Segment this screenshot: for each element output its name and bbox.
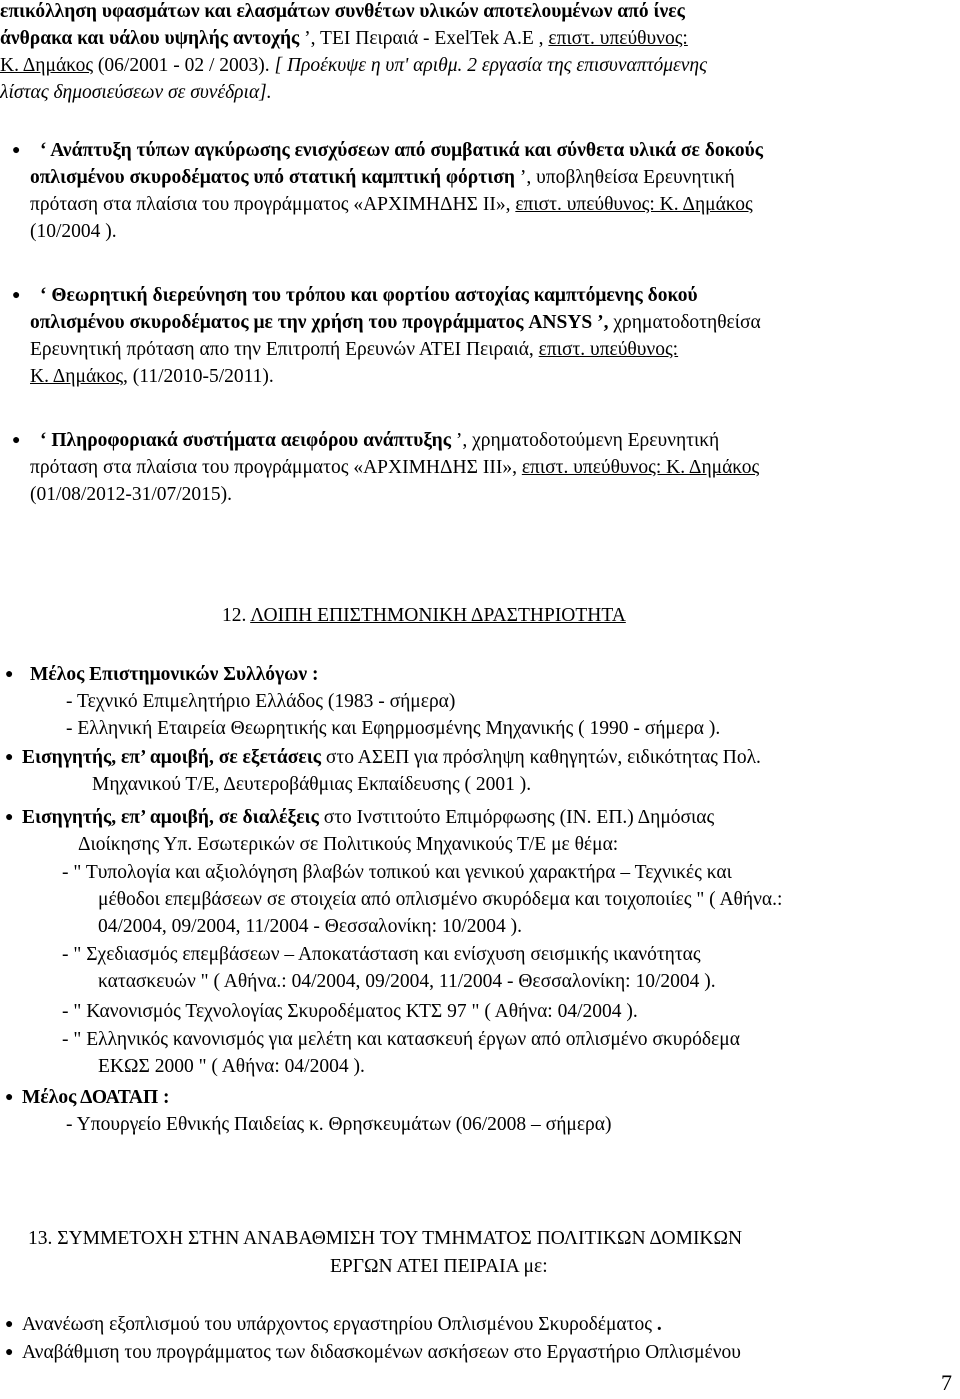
bullet-icon: ● [12, 433, 21, 448]
project-1-line-1 [40, 139, 763, 163]
topic-1-line-3: 04/2004, 09/2004, 11/2004 - Θεσσαλονίκη: 10/2004 ). [98, 916, 523, 937]
topic-2-line-2: κατασκευών " ( Αθήνα.: 04/2004, 09/2004, 11/2004 - Θεσσαλονίκη: 10/2004 ). [98, 971, 716, 992]
project-1-title-a: Ανάπτυξη τύπων αγκύρωσης ενισχύσεων από συμβατικά και σύνθετα υλικά σε δοκούς [46, 140, 763, 161]
bullet-icon: ● [5, 810, 14, 825]
top-line-2-org: ’, ΤΕΙ Πειραιά - ExelTek A.E , [299, 28, 549, 49]
topic-4-line-1: - " Ελληνικός κανονισμός για μελέτη και κατασκευή έργων από οπλισμένο σκυρόδεμα [62, 1029, 740, 1050]
lecturer-role: Εισηγητής, επ’ αμοιβή, σε διαλέξεις [22, 807, 319, 828]
top-line-3-note: [ Προέκυψε η υπ' αριθμ. 2 εργασία της επισυναπτόμενης [274, 55, 707, 76]
membership-2: - Ελληνική Εταιρεία Θεωρητικής και Εφηρμοσμένης Μηχανικής ( 1990 - σήμερα ). [66, 718, 721, 739]
bullet-icon: ● [12, 288, 21, 303]
project-3-resp: επιστ. υπεύθυνος: Κ. Δημάκος [521, 457, 760, 478]
project-3-program: πρόταση στα πλαίσια του προγράμματος «ΑΡΧΙΜΗΔΗΣ ΙΙΙ», [30, 457, 522, 478]
project-2-line-2 [30, 311, 761, 335]
project-2-committee: Ερευνητική πρόταση απο την Επιτροπή Ερευνών ΑΤΕΙ Πειραιά, [30, 339, 539, 360]
project-2-title-b: οπλισμένου σκυροδέματος με την χρήση του προγράμματος ANSYS ’, [30, 312, 614, 333]
bullet-icon: ● [5, 750, 14, 765]
section-12-number: 12. [222, 605, 251, 626]
project-2-resp: επιστ. υπεύθυνος: [538, 339, 679, 360]
project-2-quote: ‘ [40, 285, 47, 306]
project-1-type: ’, υποβληθείσα Ερευνητική [514, 167, 735, 188]
project-3-quote: ‘ [40, 430, 47, 451]
bullet-icon: ● [5, 1090, 14, 1105]
top-line-1: επικόλληση υφασμάτων και ελασμάτων συνθέτων υλικών αποτελουμένων από ίνες [0, 1, 685, 22]
project-3-line-3: (01/08/2012-31/07/2015). [30, 484, 233, 505]
project-2-name: Κ. Δημάκος, [30, 366, 128, 387]
top-line-2 [0, 27, 688, 51]
section-13-item-1 [22, 1313, 662, 1337]
project-1-resp: επιστ. υπεύθυνος: Κ. Δημάκος [515, 194, 753, 215]
project-2-date: (11/2010-5/2011). [127, 366, 274, 387]
membership-heading: Μέλος Επιστημονικών Συλλόγων : [30, 664, 319, 685]
project-3-type: ’, χρηματοδοτούμενη Ερευνητική [450, 430, 720, 451]
doatap-heading: Μέλος ΔΟΑΤΑΠ : [22, 1087, 170, 1108]
project-3-line-2 [30, 456, 759, 480]
top-line-3-name: Κ. Δημάκος [0, 55, 94, 76]
section-13-item-1-text: Ανανέωση εξοπλισμού του υπάρχοντος εργαστηρίου Οπλισμένου Σκυροδέματος [22, 1314, 652, 1335]
membership-1: - Τεχνικό Επιμελητήριο Ελλάδος (1983 - σήμερα) [66, 691, 456, 712]
section-13-title-1: 13. ΣΥΜΜΕΤΟΧΗ ΣΤΗΝ ΑΝΑΒΑΘΜΙΣΗ ΤΟΥ ΤΜΗΜΑΤΟΣ ΠΟΛΙΤΙΚΩΝ ΔΟΜΙΚΩΝ [28, 1228, 743, 1249]
top-line-3-date: (06/2001 - 02 / 2003). [93, 55, 275, 76]
project-1-line-2 [30, 166, 735, 190]
page-number: 7 [941, 1370, 952, 1395]
lecturer-line-2: Διοίκησης Υπ. Εσωτερικών σε Πολιτικούς Μηχανικούς Τ/Ε με θέμα: [78, 834, 619, 855]
topic-1-line-2: μέθοδοι επεμβάσεων σε στοιχεία από οπλισμένο σκυρόδεμα και τοιχοποιίες " ( Αθήνα.: [98, 889, 783, 910]
bullet-icon: ● [12, 143, 21, 158]
topic-4-line-2: ΕΚΩΣ 2000 " ( Αθήνα: 04/2004 ). [98, 1056, 365, 1077]
project-2-line-3 [30, 338, 678, 362]
examiner-role: Εισηγητής, επ’ αμοιβή, σε εξετάσεις [22, 747, 321, 768]
section-13-item-1-dot: . [651, 1314, 662, 1335]
doatap-item: - Υπουργείο Εθνικής Παιδείας κ. Θρησκευμάτων (06/2008 – σήμερα) [66, 1114, 612, 1135]
project-1-program: πρόταση στα πλαίσια του προγράμματος «ΑΡΧΙΜΗΔΗΣ ΙΙ», [30, 194, 516, 215]
bullet-icon: ● [5, 667, 14, 682]
section-12-title: ΛΟΙΠΗ ΕΠΙΣΤΗΜΟΝΙΚΗ ΔΡΑΣΤΗΡΙΟΤΗΤΑ [250, 605, 626, 626]
bullet-icon: ● [5, 1345, 14, 1360]
project-1-line-3 [30, 193, 753, 217]
project-2-title-a: Θεωρητική διερεύνηση του τρόπου και φορτίου αστοχίας καμπτόμενης δοκού [46, 285, 698, 306]
project-3-line-1 [40, 429, 719, 453]
project-3-title: Πληροφοριακά συστήματα αειφόρου ανάπτυξης [46, 430, 451, 451]
section-12-heading [222, 604, 626, 628]
examiner-detail: στο ΑΣΕΠ για πρόσληψη καθηγητών, ειδικότητας Πολ. [320, 747, 761, 768]
section-13-title-2: ΕΡΓΩΝ ΑΤΕΙ ΠΕΙΡΑΙΑ με: [330, 1256, 548, 1277]
top-line-3 [0, 54, 707, 78]
topic-1-line-1: - " Τυπολογία και αξιολόγηση βλαβών τοπικού και γενικού χαρακτήρα – Τεχνικές και [62, 862, 732, 883]
project-2-line-4 [30, 365, 274, 389]
project-2-type: χρηματοδοτηθείσα [613, 312, 761, 333]
project-1-title-b: οπλισμένου σκυροδέματος υπό στατική καμπτική φόρτιση [30, 167, 515, 188]
bullet-icon: ● [5, 1317, 14, 1332]
top-line-2-title: άνθρακα και υάλου υψηλής αντοχής [0, 28, 300, 49]
examiner-line-2: Μηχανικού Τ/Ε, Δευτεροβάθμιας Εκπαίδευσης ( 2001 ). [92, 774, 532, 795]
topic-3: - " Κανονισμός Τεχνολογίας Σκυροδέματος ΚΤΣ 97 " ( Αθήνα: 04/2004 ). [62, 1001, 638, 1022]
top-line-2-resp: επιστ. υπεύθυνος: [548, 28, 688, 49]
project-1-quote: ‘ [40, 140, 47, 161]
lecturer-line-1 [22, 806, 714, 830]
topic-2-line-1: - " Σχεδιασμός επεμβάσεων – Αποκατάσταση και ενίσχυση σεισμικής ικανότητας [62, 944, 701, 965]
project-2-line-1 [40, 284, 698, 308]
project-1-line-4: (10/2004 ). [30, 221, 117, 242]
lecturer-detail: στο Ινστιτούτο Επιμόρφωσης (ΙΝ. ΕΠ.) Δημόσιας [318, 807, 715, 828]
top-line-4: λίστας δημοσιεύσεων σε συνέδρια]. [0, 82, 272, 103]
examiner-line-1 [22, 746, 761, 770]
section-13-item-2: Αναβάθμιση του προγράμματος των διδασκομένων ασκήσεων στο Εργαστήριο Οπλισμένου [22, 1342, 741, 1363]
